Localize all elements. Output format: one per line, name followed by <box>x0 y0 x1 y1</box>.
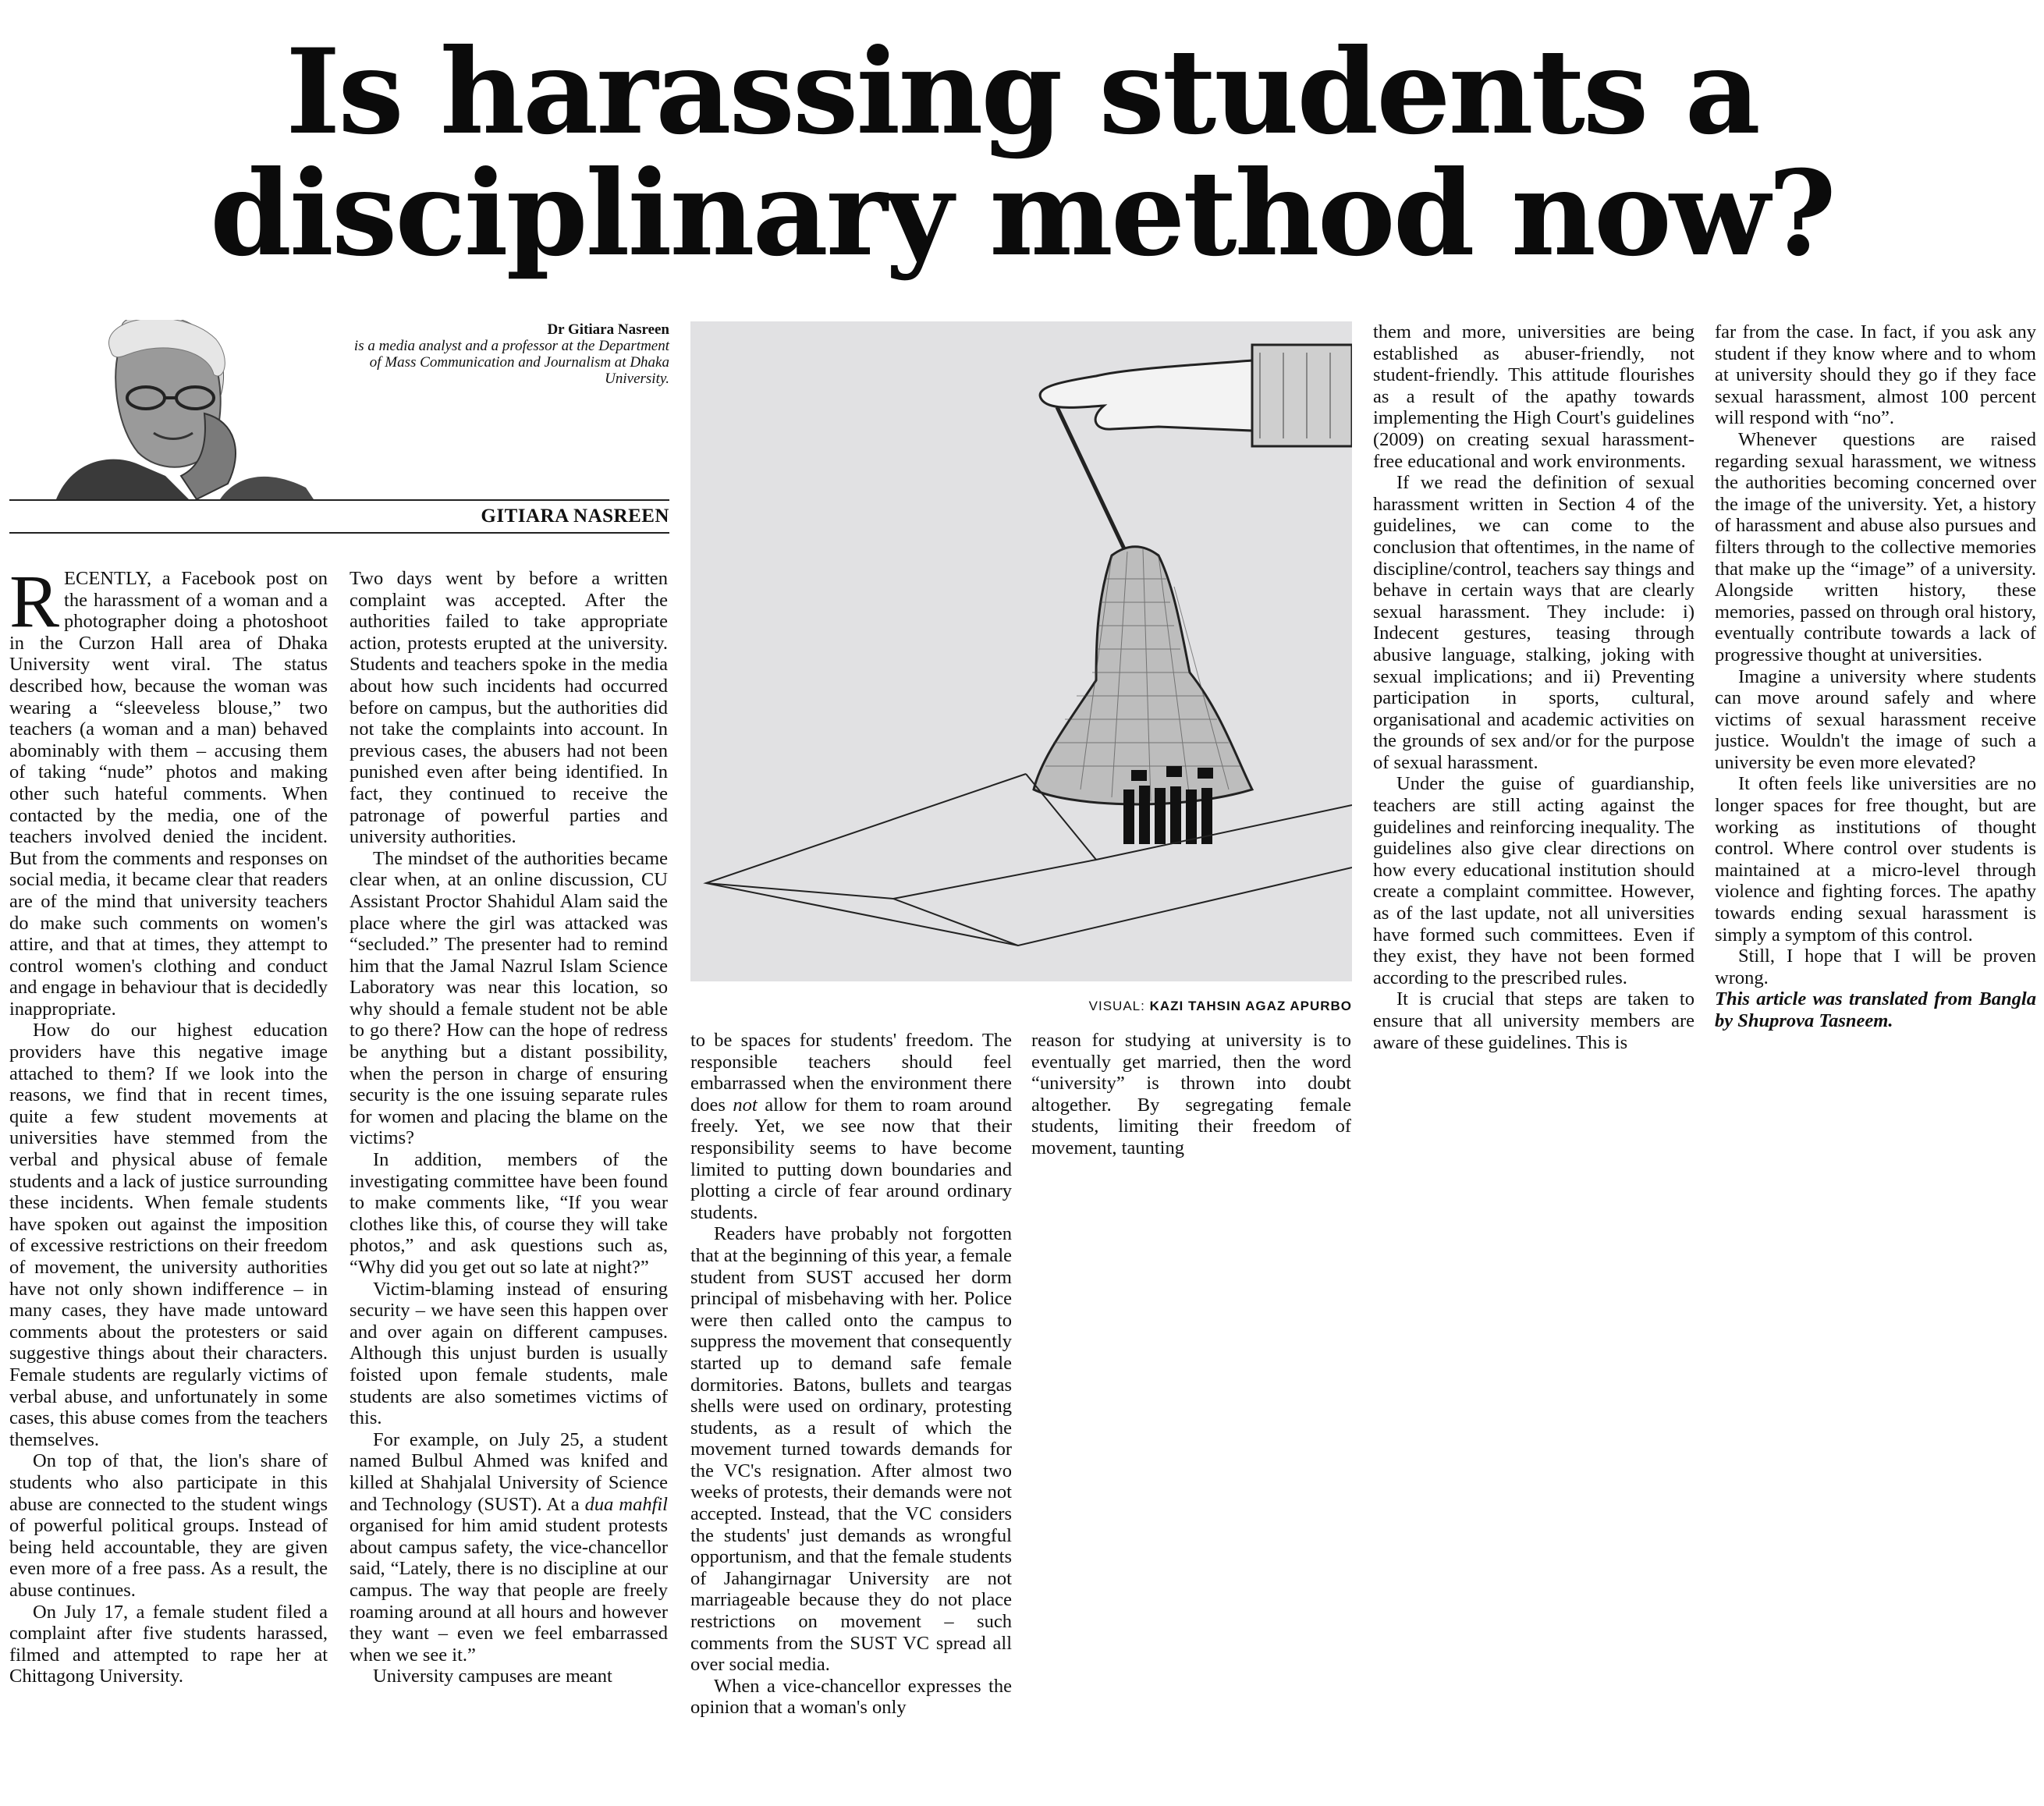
col1-paragraph-1: RECENTLY, a Facebook post on the harassment of a woman and a photographer doing a photoshoot in the Curzon Hall area of Dhaka University went viral. The status described how, because the woman was wearing a “sleeveless blouse,” two teachers (a woman and a man) behaved abominably with them – accusing them of taking “nude” photos and making other such hateful comments. When contacted by the media, one of the teachers involved denied the incident. But from the comments and responses on social media, it became clear that readers are of the mind that university teachers do make such comments on women's attire, and that at times, they attempt to control women's clothing and conduct and engage in behaviour that is decidedly inappropriate. <box>9 568 328 1020</box>
col6-paragraph-1: far from the case. In fact, if you ask any student if they know where and to whom at university should they go if they face sexual harassment, almost 100 percent will respond with “no”. <box>1715 321 2036 429</box>
col1-paragraph-4: On July 17, a female student filed a complaint after five students harassed, filmed and attempted to rape her at Chittagong University. <box>9 1601 328 1687</box>
illustration-credit <box>690 999 1352 1014</box>
column-6 <box>1715 321 2036 1187</box>
col5-paragraph-4: It is crucial that steps are taken to ensure that all university members are aware of these guidelines. This is <box>1373 988 1694 1053</box>
col4-paragraph-1: reason for studying at university is to eventually get married, then the word “university” is thrown into doubt altogether. By segregating female students, limiting their freedom of movement, taunting <box>1031 1030 1351 1158</box>
col2-paragraph-3: In addition, members of the investigating committee have been found to make comments like, “If you wear clothes like this, of course they will take photos,” and ask questions such as, “Why did you get out so late at night?” <box>350 1149 668 1278</box>
col3-paragraph-2: Readers have probably not forgotten that at the beginning of this year, a female student from SUST accused her dorm principal of misbehaving with her. Police were then called onto the campus to suppress the movement that consequently started up to demand safe female dormitories. Batons, bullets and teargas shells were used on ordinary, protesting students, as a result of which the movement turned towards demands for the VC's resignation. After almost two weeks of protests, their demands were not accepted. Instead, that the VC considers the students' just demands as wrongful opportunism, and that the female students of Jahangirnagar University are not marriageable because they do not place restrictions on movement – such comments from the SUST VC spread all over social media. <box>690 1223 1012 1676</box>
byline-rule-top <box>9 499 669 501</box>
byline-rule-bottom <box>9 532 669 534</box>
col2-paragraph-6: University campuses are meant <box>373 1666 612 1687</box>
col2-paragraph-1: Two days went by before a written complaint was accepted. After the authorities failed to take appropriate action, protests erupted at the university. Students and teachers spoke in the media about how such incidents had occurred before on campus, but the authorities did not take the complaints into account. In previous cases, the abusers had not been punished even after being identified. In fact, they continued to receive the patronage of powerful parties and university authorities. <box>350 568 668 848</box>
column-1 <box>9 568 328 1797</box>
col1-paragraph-2: How do our highest education providers have this negative image attached to them? If we look into the reasons, we find that in recent times, quite a few student movements at universities have stemmed from the verbal and physical abuse of female students and a lack of justice surrounding these incidents. When female students have spoken out against the imposition of excessive restrictions on their freedom of movement, the university authorities have not only shown indifference – in many cases, they have made untoward comments about the protesters or said suggestive things about their characters. Female students are regularly victims of verbal abuse, and unfortunately in some cases, this abuse comes from the teachers themselves. <box>9 1020 328 1450</box>
credit-label: VISUAL: <box>1088 999 1145 1013</box>
col2-paragraph-5: For example, on July 25, a student named Bulbul Ahmed was knifed and killed at Shahjalal University of Science and Technology (SUST). At a dua mahfil organised for him amid student protests about campus safety, the vice-chancellor said, “Lately, there is no discipline at our campus. The way that people are freely roaming around at all hours and however they want – even we feel embarrassed when we see it.” <box>350 1428 668 1666</box>
byline: GITIARA NASREEN <box>481 506 669 527</box>
column-4 <box>1031 1030 1351 1217</box>
col1-paragraph-3: On top of that, the lion's share of students who also participate in this abuse are connected to the student wings of powerful political groups. Instead of being held accountable, they are given even more of a free pass. As a result, the abuse continues. <box>9 1450 328 1601</box>
col3-paragraph-1: to be spaces for students' freedom. The responsible teachers should feel embarrassed when the environment there does not allow for them to roam around freely. Yet, we see now that their responsibility seems to have become limited to putting down boundaries and plotting a circle of fear around ordinary students. <box>690 1030 1012 1223</box>
column-5 <box>1373 321 1694 1172</box>
illustration <box>690 321 1352 981</box>
col5-paragraph-3: Under the guise of guardianship, teachers are still acting against the guidelines and reinforcing inequality. The guidelines also give clear directions on how every educational institution should create a complaint committee. However, as of the last update, not all universities have formed such committees. Even if they exist, they have not been formed according to the prescribed rules. <box>1373 773 1694 988</box>
col6-paragraph-2: Whenever questions are raised regarding sexual harassment, we witness the authorities becoming concerned over the image of the university. Yet, a history of harassment and abuse also pursues and filters through to the collective memories that make up the “image” of a university. Alongside written history, these memories, passed on through oral history, eventually contribute towards a lack of progressive thought at universities. <box>1715 428 2036 665</box>
col2-paragraph-2: The mindset of the authorities became clear when, at an online discussion, CU Assistant Proctor Shahidul Alam said the place where the girl was attacked was “secluded.” The presenter had to remind him that the Jamal Nazrul Islam Science Laboratory was near this location, so why should a female student not be able to go there? How can the hope of redress be anything but a distant possibility, when the person in charge of ensuring security is the one issuing separate rules for women and placing the blame on the victims? <box>350 847 668 1149</box>
column-3 <box>690 1030 1012 1798</box>
col5-paragraph-1: them and more, universities are being established as abuser-friendly, not student-friendly. This attitude flourishes as a result of the apathy towards implementing the High Court's guidelines (2009) on creating sexual harassment-free educational and work environments. <box>1373 321 1694 472</box>
col2-paragraph-4: Victim-blaming instead of ensuring security – we have seen this happen over and over again on different campuses. Although this unjust burden is usually foisted upon female students, male students are also sometimes victims of this. <box>350 1278 668 1429</box>
translation-note: This article was translated from Bangla by Shuprova Tasneem. <box>1715 988 2036 1031</box>
author-bio: is a media analyst and a professor at the Department of Mass Communication and Journalism at Dhaka University. <box>353 338 669 387</box>
col3-paragraph-3: When a vice-chancellor expresses the opinion that a woman's only <box>690 1675 1012 1719</box>
col6-paragraph-4: It often feels like universities are no longer spaces for free thought, but are working as institutions of thought control. Where control over students is maintained at a micro-level through violence and fighting forces. The apathy towards ending sexual harassment is simply a symptom of this control. <box>1715 773 2036 946</box>
drop-cap: R <box>9 568 60 643</box>
credit-name: KAZI TAHSIN AGAZ APURBO <box>1149 999 1352 1013</box>
author-info <box>343 321 669 387</box>
author-photo <box>9 320 321 499</box>
col6-paragraph-5: Still, I hope that I will be proven wrong. <box>1715 946 2036 988</box>
col5-paragraph-2: If we read the definition of sexual harassment written in Section 4 of the guidelines, we can come to the conclusion that oftentimes, in the name of discipline/control, teachers say things and behave in certain ways that are clearly sexual harassment. They include: i) Indecent gestures, teasing through abusive language, stalking, joking with sexual implications; and ii) Preventing participation in sports, cultural, organisational and academic activities on the grounds of sex and/or for the purpose of sexual harassment. <box>1373 472 1694 773</box>
col6-paragraph-3: Imagine a university where students can move around safely and where victims of sexual harassment receive justice. Wouldn't the image of such a university be even more elevated? <box>1715 665 2036 773</box>
author-name: Dr Gitiara Nasreen <box>547 321 669 338</box>
headline: Is harassing students a disciplinary method now? <box>210 23 1834 282</box>
column-2 <box>350 568 668 1797</box>
